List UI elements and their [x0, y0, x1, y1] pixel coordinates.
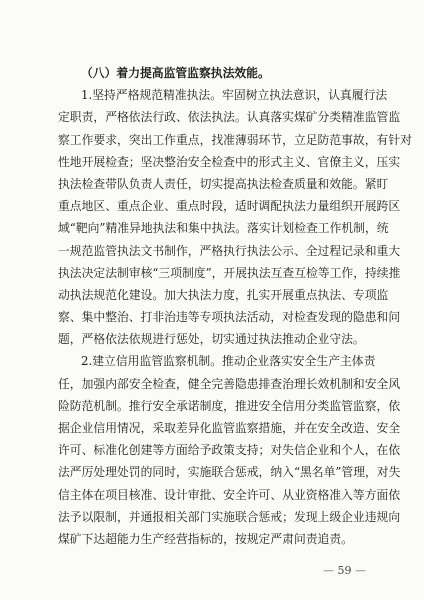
page-number [323, 564, 366, 577]
text-line: 2.建立信用监管监察机制。推动企业落实安全生产主体责 [81, 354, 376, 369]
page-number-dash-left: — [323, 564, 338, 577]
document-body [58, 62, 412, 550]
text-line: 执法检查带队负责人责任，切实提高执法检查质量和效能。紧盯 [58, 176, 389, 191]
text-line: 险防范机制。推行安全承诺制度，推进安全信用分类监管监察，依 [58, 398, 401, 413]
text-line: 重点地区、重点企业、重点时段，适时调配执法力量组织开展跨区 [58, 199, 401, 214]
text-line: 一规范监管执法文书制作，严格执行执法公示、全过程记录和重大 [58, 243, 401, 258]
text-line: 察工作要求，突出工作重点，找准薄弱环节，立足防范事故，有针对 [58, 132, 412, 147]
paragraph [58, 84, 412, 350]
page-number-dash-right: — [351, 564, 366, 577]
text-line: 题，严格依法依规进行惩处，切实通过执法推动企业守法。 [58, 332, 365, 347]
text-line: 据企业信用情况，采取差异化监管监察措施，并在安全改造、安全 [58, 421, 401, 435]
text-line: 许可、标准化创建等方面给予政策支持；对失信企业和个人，在依 [58, 443, 401, 458]
text-line: 定职责，严格依法行政、依法执法。认真落实煤矿分类精准监管监 [58, 110, 401, 125]
text-line: 域“靶向”精准异地执法和集中执法。落实计划检查工作机制，统 [58, 221, 389, 236]
text-line: 动执法规范化建设。加大执法力度，扎实开展重点执法、专项监 [58, 287, 389, 302]
text-line: 任，加强内部安全检查，健全完善隐患排查治理长效机制和安全风 [58, 376, 401, 391]
section-heading: （八）着力提高监管监察执法效能。 [81, 66, 270, 80]
text-line: 察、集中整治、打非治违等专项执法活动，对检查发现的隐患和问 [58, 310, 401, 325]
text-line: 煤矿下达超能力生产经营指标的，按规定严肃问责追责。 [58, 531, 353, 546]
text-line: 信主体在项目核准、设计审批、安全许可、从业资格准入等方面依 [58, 487, 401, 502]
text-line: 法严厉处理处罚的同时，实施联合惩戒，纳入“黑名单”管理，对失 [58, 465, 401, 480]
text-line: 1.坚持严格规范精准执法。牢固树立执法意识，认真履行法 [81, 88, 388, 103]
page-number-value: 59 [337, 564, 352, 577]
text-line: 法予以限制，并通报相关部门实施联合惩戒；发现上级企业违规向 [58, 509, 401, 524]
text-line: 执法决定法制审核“三项制度”，开展执法互查互检等工作，持续推 [58, 265, 401, 280]
paragraph [58, 350, 401, 550]
text-line: 性地开展检查；坚决整治安全检查中的形式主义、官僚主义，压实 [58, 154, 401, 169]
